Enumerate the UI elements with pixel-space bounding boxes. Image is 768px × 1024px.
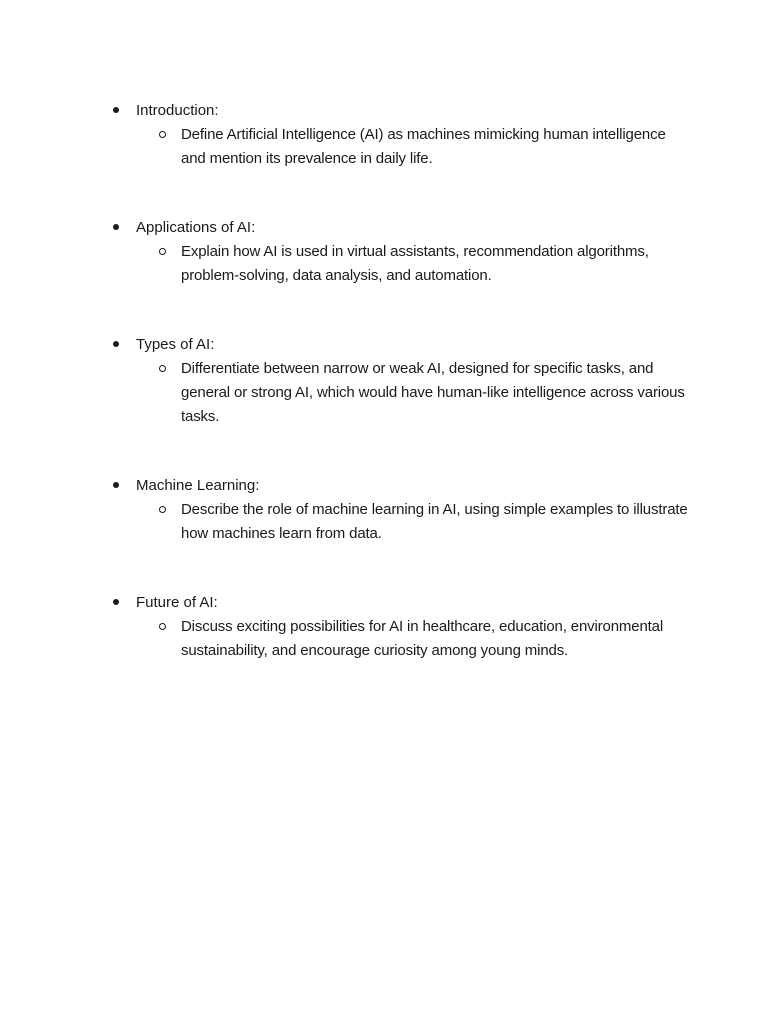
- section-types: [113, 333, 693, 429]
- sub-item: [113, 123, 693, 171]
- sub-list: [113, 240, 693, 288]
- sub-list: [113, 615, 693, 663]
- bullet-circle-icon: [159, 365, 166, 372]
- sub-item: [113, 615, 693, 663]
- section-heading-text: Future of AI:: [136, 594, 218, 611]
- bullet-circle-icon: [159, 506, 166, 513]
- sub-item: [113, 498, 693, 546]
- section-heading: [113, 333, 693, 357]
- bullet-disc-icon: [113, 599, 119, 605]
- sub-list: [113, 498, 693, 546]
- sub-list: [113, 357, 693, 429]
- section-future: [113, 591, 693, 663]
- sub-item: [113, 357, 693, 429]
- sub-item-text: Differentiate between narrow or weak AI, designed for specific tasks, and general or strong AI, which would have human-like intelligence across various tasks.: [181, 360, 685, 425]
- sub-item-text: Describe the role of machine learning in AI, using simple examples to illustrate how machines learn from data.: [181, 501, 688, 542]
- bullet-circle-icon: [159, 248, 166, 255]
- bullet-disc-icon: [113, 224, 119, 230]
- bullet-disc-icon: [113, 341, 119, 347]
- section-heading-text: Types of AI:: [136, 336, 215, 353]
- bullet-circle-icon: [159, 131, 166, 138]
- section-heading: [113, 474, 693, 498]
- section-heading-text: Applications of AI:: [136, 219, 256, 236]
- section-applications: [113, 216, 693, 288]
- sub-list: [113, 123, 693, 171]
- sub-item-text: Define Artificial Intelligence (AI) as machines mimicking human intelligence and mention its prevalence in daily life.: [181, 126, 666, 167]
- section-introduction: [113, 99, 693, 171]
- sub-item-text: Explain how AI is used in virtual assistants, recommendation algorithms, problem-solving, data analysis, and automation.: [181, 243, 649, 284]
- section-heading: [113, 99, 693, 123]
- section-heading-text: Machine Learning:: [136, 477, 260, 494]
- sub-item-text: Discuss exciting possibilities for AI in healthcare, education, environmental sustainability, and encourage curiosity among young minds.: [181, 618, 664, 659]
- bullet-disc-icon: [113, 107, 119, 113]
- section-heading: [113, 216, 693, 240]
- section-heading-text: Introduction:: [136, 102, 219, 119]
- bullet-disc-icon: [113, 482, 119, 488]
- bullet-circle-icon: [159, 623, 166, 630]
- outline-list: [113, 99, 693, 708]
- section-machine-learning: [113, 474, 693, 546]
- section-heading: [113, 591, 693, 615]
- sub-item: [113, 240, 693, 288]
